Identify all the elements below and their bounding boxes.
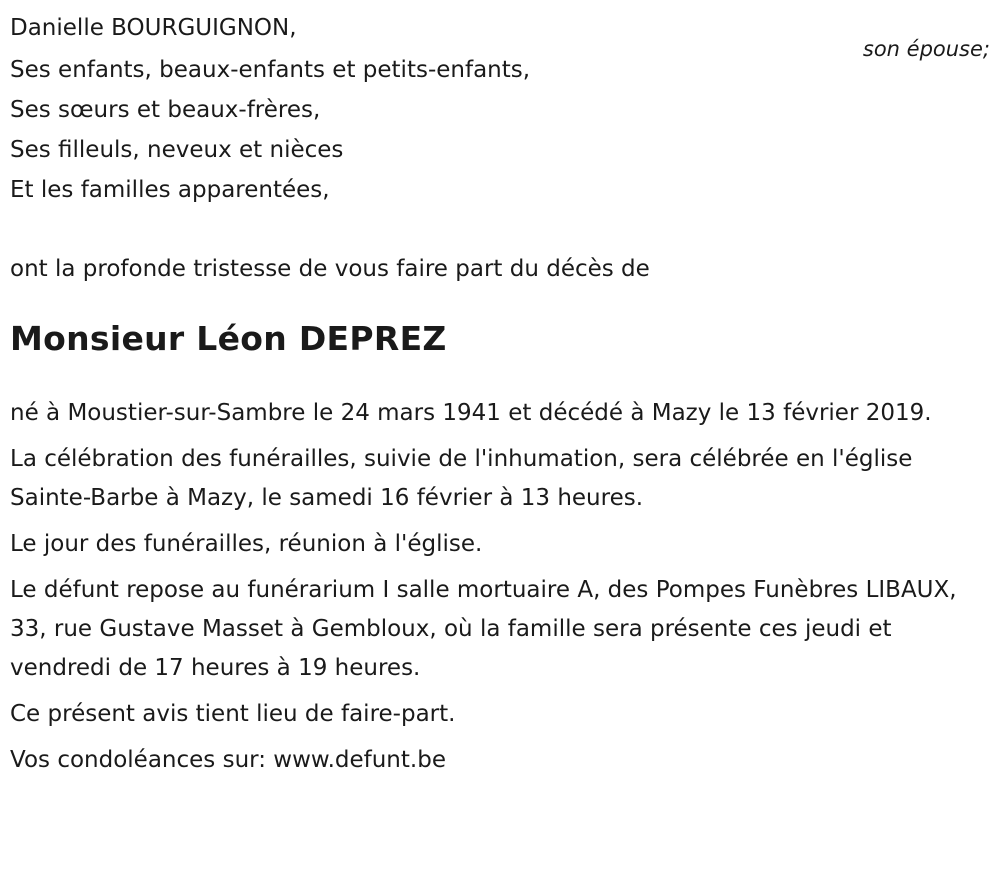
family-line-children: Ses enfants, beaux-enfants et petits-enfants, [10,57,531,83]
spouse-name: Danielle BOURGUIGNON, [10,15,297,41]
deceased-name: Monsieur Léon DEPREZ [10,319,447,358]
announcement-text: ont la profonde tristesse de vous faire part du décès de [10,256,650,282]
obituary-notice [10,0,990,895]
repose-paragraph: Le défunt repose au funérarium I salle mortuaire A, des Pompes Funèbres LIBAUX, 33, rue Gustave Masset à Gembloux, où la famille sera présente ces jeudi et vendredi de 17 heures à 19 heures. [10,577,957,681]
family-line-godchildren: Ses filleuls, neveux et nièces [10,137,344,163]
condolences-paragraph: Vos condoléances sur: www.defunt.be [10,747,446,773]
family-list [10,50,990,210]
family-line-sisters: Ses sœurs et beaux-frères, [10,97,321,123]
details-section [10,394,990,780]
spouse-role: son épouse; [862,37,990,61]
family-line-related-families: Et les familles apparentées, [10,177,330,203]
ceremony-paragraph: La célébration des funérailles, suivie de l'inhumation, sera célébrée en l'église Sainte-Barbe à Mazy, le samedi 16 février à 13 heures. [10,446,913,511]
birth-death-paragraph: né à Moustier-sur-Sambre le 24 mars 1941 et décédé à Mazy le 13 février 2019. [10,400,932,426]
notice-paragraph: Ce présent avis tient lieu de faire-part. [10,701,456,727]
meeting-paragraph: Le jour des funérailles, réunion à l'église. [10,531,483,557]
